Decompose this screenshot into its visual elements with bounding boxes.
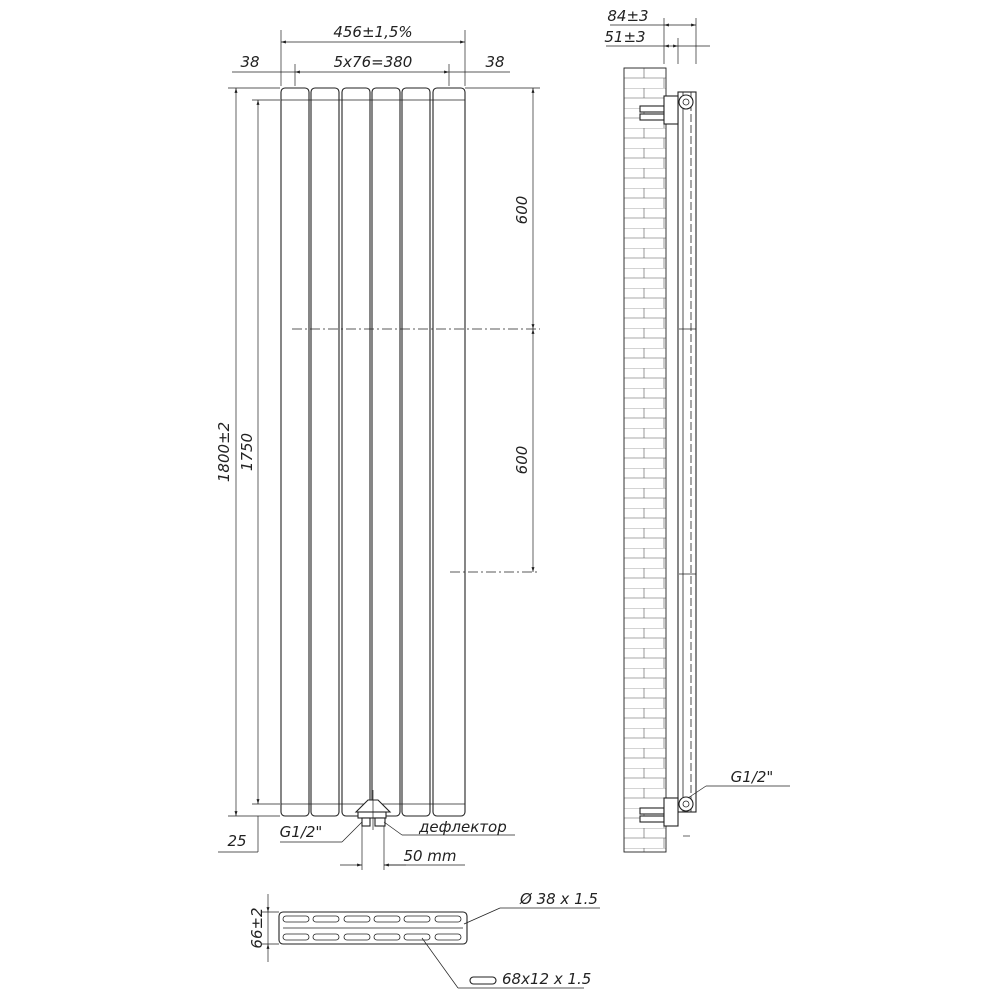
dim-connection-spacing: 50 mm — [403, 847, 457, 865]
dim-side-left: 38 — [240, 53, 260, 71]
front-view — [215, 23, 540, 870]
dim-bottom-offset: 25 — [227, 832, 247, 850]
dim-spacing: 5x76=380 — [333, 53, 413, 71]
side-view — [604, 7, 790, 852]
radiator-column-2 — [311, 88, 339, 816]
radiator-side-profile — [678, 92, 696, 812]
dim-top-depth: 66±2 — [248, 907, 266, 949]
radiator-column-6 — [433, 88, 465, 816]
label-deflector: дефлектор — [419, 818, 507, 836]
label-connection-front: G1/2" — [279, 823, 323, 841]
dim-depth-outer: 84±3 — [607, 7, 649, 25]
dim-side-right: 38 — [485, 53, 505, 71]
label-profile: 68x12 x 1.5 — [502, 970, 592, 988]
label-connection-side: G1/2" — [730, 768, 774, 786]
profile-icon — [470, 977, 496, 984]
dim-upper-600: 600 — [513, 195, 531, 225]
dim-lower-600: 600 — [513, 445, 531, 475]
radiator-column-5 — [402, 88, 430, 816]
top-view — [248, 890, 600, 988]
dim-height-total: 1800±2 — [215, 421, 233, 483]
dim-width-total: 456±1,5% — [333, 23, 413, 41]
radiator-column-4 — [372, 88, 400, 816]
dim-height-inner: 1750 — [238, 432, 256, 472]
radiator-columns — [281, 88, 465, 816]
dim-depth-inner: 51±3 — [604, 28, 646, 46]
label-tube: Ø 38 x 1.5 — [520, 890, 598, 908]
radiator-column-3 — [342, 88, 370, 816]
brick-wall — [624, 68, 666, 852]
radiator-column-1 — [281, 88, 309, 816]
